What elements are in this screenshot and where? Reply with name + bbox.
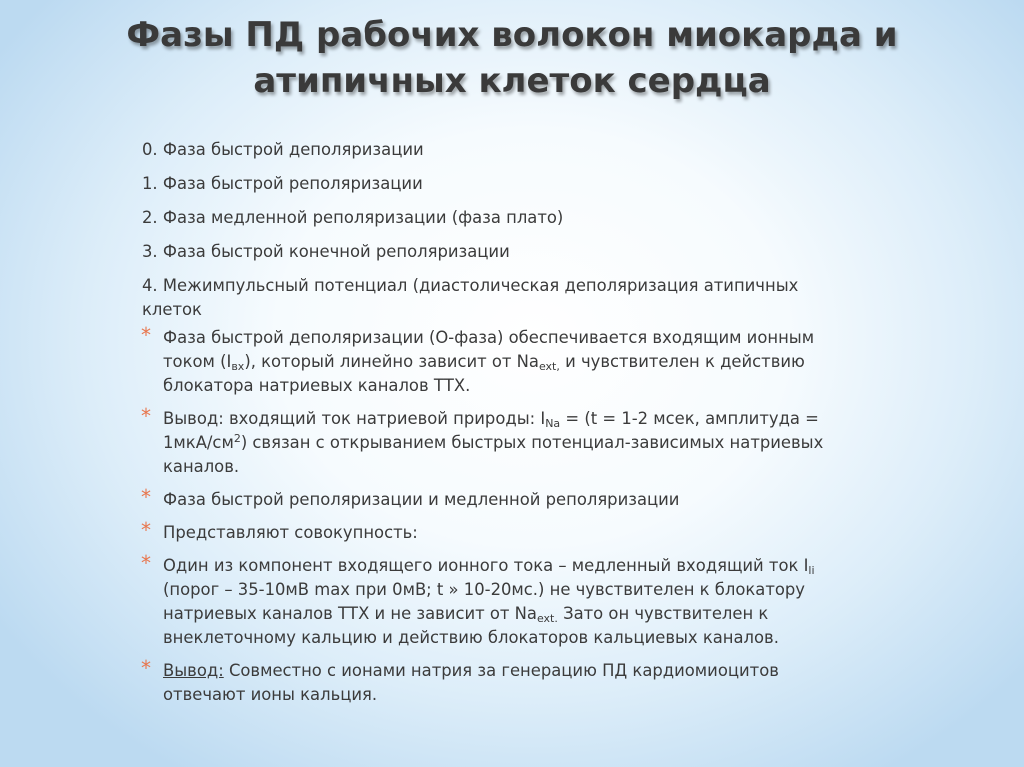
bullet-text: Один из компонент входящего ионного тока – медленный входящий ток $I_{li}$ (порог – 35-10мВ max при 0мВ; t » 10-20мс.) не чувствителен к блокатору натриевых каналов ТТХ и не зависит от $Na_{ext.}$ Зато он чувствителен к внеклеточному кальцию и действию блокаторов кальциевых каналов. [163,556,815,647]
bullet-text: Вывод: входящий ток натриевой природы: $I_{Na} = (t = 1-2$ мсек, амплитуда = $1мкА/см^2$) связан с открыванием быстрых потенциал-зависимых натриевых каналов. [163,409,824,476]
subscript-vx: вх [231,360,245,373]
phase-item-3: 3. Фаза быстрой конечной реполяризации [142,242,510,261]
superscript-2: 2 [233,432,241,445]
asterisk-bullet-icon: * [141,518,151,542]
bullet-conclusion-calcium [141,656,842,707]
bullet-fast-depolarization [141,323,842,398]
bullet-conclusion-sodium [141,404,842,479]
asterisk-bullet-icon: * [141,551,151,575]
asterisk-bullet-icon: * [141,323,151,347]
slide-title [0,12,1024,104]
title-line-1: Фазы ПД рабочих волокон миокарда и [126,15,898,55]
title-line-2: атипичных клеток сердца [253,61,771,101]
phase-item-4: 4. Межимпульсный потенциал (диастолическая деполяризация атипичных клеток [142,276,799,319]
asterisk-bullet-icon: * [141,404,151,428]
slide-content [142,138,842,716]
bullet-slow-inward-current [141,551,842,650]
conclusion-label: Вывод: [163,661,224,680]
bullet-combination [141,518,842,545]
subscript-na: Na [545,417,561,430]
asterisk-bullet-icon: * [141,485,151,509]
bullet-text: Вывод: Совместно с ионами натрия за генерацию ПД кардиомиоцитов отвечают ионы кальция. [163,661,779,704]
subscript-ext: ext, [538,360,560,373]
bullet-repolarization [141,485,842,512]
phase-item-2: 2. Фаза медленной реполяризации (фаза плато) [142,208,564,227]
subscript-li: li [808,564,815,577]
phase-item-1: 1. Фаза быстрой реполяризации [142,174,423,193]
asterisk-bullet-icon: * [141,656,151,680]
bullet-text: Фаза быстрой реполяризации и медленной реполяризации [163,490,680,509]
phase-item-0: 0. Фаза быстрой деполяризации [142,140,424,159]
subscript-ext: ext. [536,612,558,625]
bullet-text: Фаза быстрой деполяризации (О-фаза) обеспечивается входящим ионным током $(I_{вх})$, который линейно зависит от $Na_{ext,}$ и чувствителен к действию блокатора натриевых каналов ТТХ. [163,328,815,395]
bullet-text: Представляют совокупность: [163,523,418,542]
